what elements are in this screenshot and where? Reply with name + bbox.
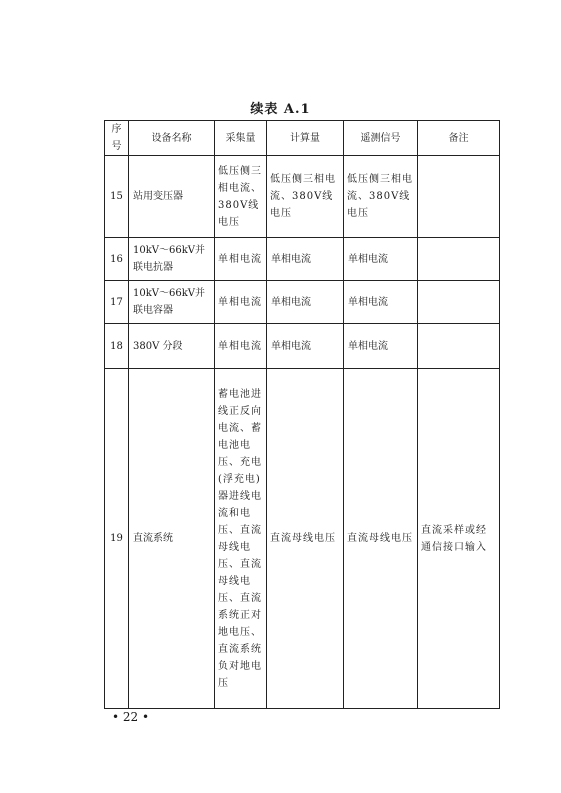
table-row	[105, 324, 500, 369]
row-remark	[418, 281, 500, 324]
row-collect: 蓄电池进线正反向电流、蓄电池电压、充电(浮充电)器进线电流和电压、直流母线电压、直流母线电压、直流系统正对地电压、直流系统负对地电压	[215, 369, 267, 709]
row-no: 16	[105, 238, 129, 281]
row-telemetry: 单相电流	[344, 281, 418, 324]
header-device: 设备名称	[129, 121, 215, 156]
row-device: 直流系统	[129, 369, 215, 709]
header-no: 序号	[105, 121, 129, 156]
row-telemetry: 单相电流	[344, 324, 418, 369]
page-number: • 22 •	[112, 710, 150, 724]
header-remark: 备注	[418, 121, 500, 156]
row-calc: 直流母线电压	[267, 369, 344, 709]
table-row	[105, 369, 500, 709]
row-remark	[418, 238, 500, 281]
data-table	[104, 120, 500, 709]
row-remark	[418, 156, 500, 238]
row-no: 17	[105, 281, 129, 324]
row-calc: 单相电流	[267, 324, 344, 369]
row-no: 19	[105, 369, 129, 709]
row-telemetry: 低压侧三相电流、380V线电压	[344, 156, 418, 238]
table-row	[105, 281, 500, 324]
table-caption: 续表 A.1	[250, 102, 311, 117]
row-calc: 单相电流	[267, 238, 344, 281]
row-device: 10kV～66kV并联电抗器	[129, 238, 215, 281]
row-device: 站用变压器	[129, 156, 215, 238]
row-calc: 低压侧三相电流、380V线电压	[267, 156, 344, 238]
row-no: 18	[105, 324, 129, 369]
header-collect: 采集量	[215, 121, 267, 156]
row-collect: 单相电流	[215, 238, 267, 281]
header-calc: 计算量	[267, 121, 344, 156]
row-collect: 单相电流	[215, 324, 267, 369]
row-no: 15	[105, 156, 129, 238]
row-device: 10kV～66kV并联电容器	[129, 281, 215, 324]
row-collect: 低压侧三相电流、380V线电压	[215, 156, 267, 238]
row-remark	[418, 324, 500, 369]
row-calc: 单相电流	[267, 281, 344, 324]
row-telemetry: 单相电流	[344, 238, 418, 281]
row-telemetry: 直流母线电压	[344, 369, 418, 709]
table-row	[105, 156, 500, 238]
row-collect: 单相电流	[215, 281, 267, 324]
header-row	[105, 121, 500, 156]
header-telemetry: 遥测信号	[344, 121, 418, 156]
table-row	[105, 238, 500, 281]
row-remark: 直流采样或经通信接口输入	[418, 369, 500, 709]
row-device: 380V 分段	[129, 324, 215, 369]
